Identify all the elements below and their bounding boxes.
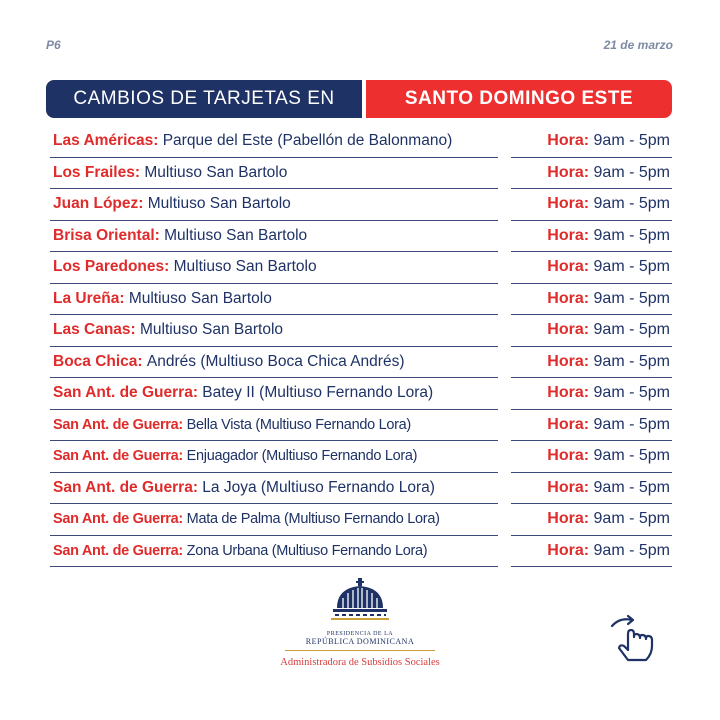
hour-label: Hora: xyxy=(547,163,590,181)
hour-cell xyxy=(511,441,672,473)
banner-region: SANTO DOMINGO ESTE xyxy=(366,80,672,118)
venue-name: Bella Vista (Multiuso Fernando Lora) xyxy=(186,416,411,433)
hour-label: Hora: xyxy=(547,352,590,370)
schedule-row xyxy=(50,473,672,505)
venue-name: Enjuagador (Multiuso Fernando Lora) xyxy=(186,448,418,465)
schedule-row xyxy=(50,158,672,190)
sector-name: San Ant. de Guerra: xyxy=(53,448,183,465)
logo-line-1: PRESIDENCIA DE LA xyxy=(326,631,394,637)
venue-name: Parque del Este (Pabellón de Balonmano) xyxy=(162,132,453,150)
hour-label: Hora: xyxy=(547,541,590,559)
location-cell xyxy=(50,284,498,316)
location-cell xyxy=(50,378,498,410)
hour-label: Hora: xyxy=(547,510,590,528)
hour-label: Hora: xyxy=(547,415,590,433)
sector-name: San Ant. de Guerra: xyxy=(53,511,183,528)
hour-value: 9am - 5pm xyxy=(593,541,670,559)
page-code: P6 xyxy=(46,38,61,52)
hour-value: 9am - 5pm xyxy=(593,321,670,339)
presidency-logo xyxy=(270,578,450,678)
hour-label: Hora: xyxy=(547,132,590,150)
hour-cell xyxy=(511,189,672,221)
hour-value: 9am - 5pm xyxy=(593,163,670,181)
hour-cell xyxy=(511,221,672,253)
sector-name: San Ant. de Guerra: xyxy=(53,542,183,559)
venue-name: Mata de Palma (Multiuso Fernando Lora) xyxy=(186,511,440,528)
date-label: 21 de marzo xyxy=(603,38,673,52)
venue-name: Multiuso San Bartolo xyxy=(140,321,284,339)
sector-name: Los Paredones: xyxy=(53,258,170,276)
hour-value: 9am - 5pm xyxy=(593,195,670,213)
hour-cell xyxy=(511,504,672,536)
venue-name: La Joya (Multiuso Fernando Lora) xyxy=(202,478,435,496)
hour-cell xyxy=(511,252,672,284)
schedule-row xyxy=(50,536,672,568)
schedule-row xyxy=(50,126,672,158)
schedule-row xyxy=(50,284,672,316)
hour-label: Hora: xyxy=(547,258,590,276)
hour-label: Hora: xyxy=(547,384,590,402)
venue-name: Andrés (Multiuso Boca Chica Andrés) xyxy=(146,352,405,370)
hour-cell xyxy=(511,284,672,316)
hour-cell xyxy=(511,473,672,505)
schedule-list xyxy=(50,126,672,567)
sector-name: Las Canas: xyxy=(53,321,136,339)
sector-name: San Ant. de Guerra: xyxy=(53,478,198,496)
hour-value: 9am - 5pm xyxy=(593,258,670,276)
hour-value: 9am - 5pm xyxy=(593,289,670,307)
location-cell xyxy=(50,410,498,442)
sector-name: San Ant. de Guerra: xyxy=(53,416,183,433)
schedule-row xyxy=(50,378,672,410)
location-cell xyxy=(50,347,498,379)
sector-name: Juan López: xyxy=(53,195,144,213)
sector-name: Las Américas: xyxy=(53,132,159,150)
location-cell xyxy=(50,504,498,536)
schedule-row xyxy=(50,252,672,284)
sector-name: Boca Chica: xyxy=(53,352,143,370)
venue-name: Multiuso San Bartolo xyxy=(147,195,291,213)
hour-cell xyxy=(511,126,672,158)
venue-name: Batey II (Multiuso Fernando Lora) xyxy=(202,384,434,402)
venue-name: Multiuso San Bartolo xyxy=(128,289,272,307)
hour-cell xyxy=(511,378,672,410)
hour-value: 9am - 5pm xyxy=(593,510,670,528)
venue-name: Zona Urbana (Multiuso Fernando Lora) xyxy=(186,542,428,559)
schedule-row xyxy=(50,441,672,473)
sector-name: Brisa Oriental: xyxy=(53,226,160,244)
sector-name: San Ant. de Guerra: xyxy=(53,384,198,402)
schedule-row xyxy=(50,347,672,379)
schedule-row xyxy=(50,189,672,221)
hour-value: 9am - 5pm xyxy=(593,447,670,465)
location-cell xyxy=(50,441,498,473)
hour-label: Hora: xyxy=(547,447,590,465)
sector-name: Los Frailes: xyxy=(53,163,140,181)
location-cell xyxy=(50,221,498,253)
hour-cell xyxy=(511,315,672,347)
location-cell xyxy=(50,126,498,158)
hour-cell xyxy=(511,347,672,379)
agency-name: Administradora de Subsidios Sociales xyxy=(280,657,440,668)
hour-cell xyxy=(511,410,672,442)
tap-gesture-icon xyxy=(606,614,662,666)
schedule-row xyxy=(50,221,672,253)
hour-label: Hora: xyxy=(547,478,590,496)
location-cell xyxy=(50,189,498,221)
hour-value: 9am - 5pm xyxy=(593,478,670,496)
location-cell xyxy=(50,315,498,347)
hour-value: 9am - 5pm xyxy=(593,132,670,150)
hour-label: Hora: xyxy=(547,226,590,244)
hour-cell xyxy=(511,158,672,190)
schedule-row xyxy=(50,315,672,347)
schedule-row xyxy=(50,410,672,442)
schedule-row xyxy=(50,504,672,536)
location-cell xyxy=(50,158,498,190)
logo-divider xyxy=(285,650,435,651)
banner-title: CAMBIOS DE TARJETAS EN xyxy=(46,80,362,118)
location-cell xyxy=(50,536,498,568)
hour-value: 9am - 5pm xyxy=(593,352,670,370)
hour-cell xyxy=(511,536,672,568)
dome-emblem-icon xyxy=(325,578,395,624)
hour-value: 9am - 5pm xyxy=(593,384,670,402)
hour-label: Hora: xyxy=(547,195,590,213)
venue-name: Multiuso San Bartolo xyxy=(144,163,288,181)
title-banner xyxy=(46,80,672,118)
hour-value: 9am - 5pm xyxy=(593,415,670,433)
venue-name: Multiuso San Bartolo xyxy=(164,226,308,244)
hour-value: 9am - 5pm xyxy=(593,226,670,244)
sector-name: La Ureña: xyxy=(53,289,125,307)
location-cell xyxy=(50,252,498,284)
hour-label: Hora: xyxy=(547,321,590,339)
logo-line-2: REPÚBLICA DOMINICANA xyxy=(305,637,415,646)
hour-label: Hora: xyxy=(547,289,590,307)
venue-name: Multiuso San Bartolo xyxy=(173,258,317,276)
location-cell xyxy=(50,473,498,505)
